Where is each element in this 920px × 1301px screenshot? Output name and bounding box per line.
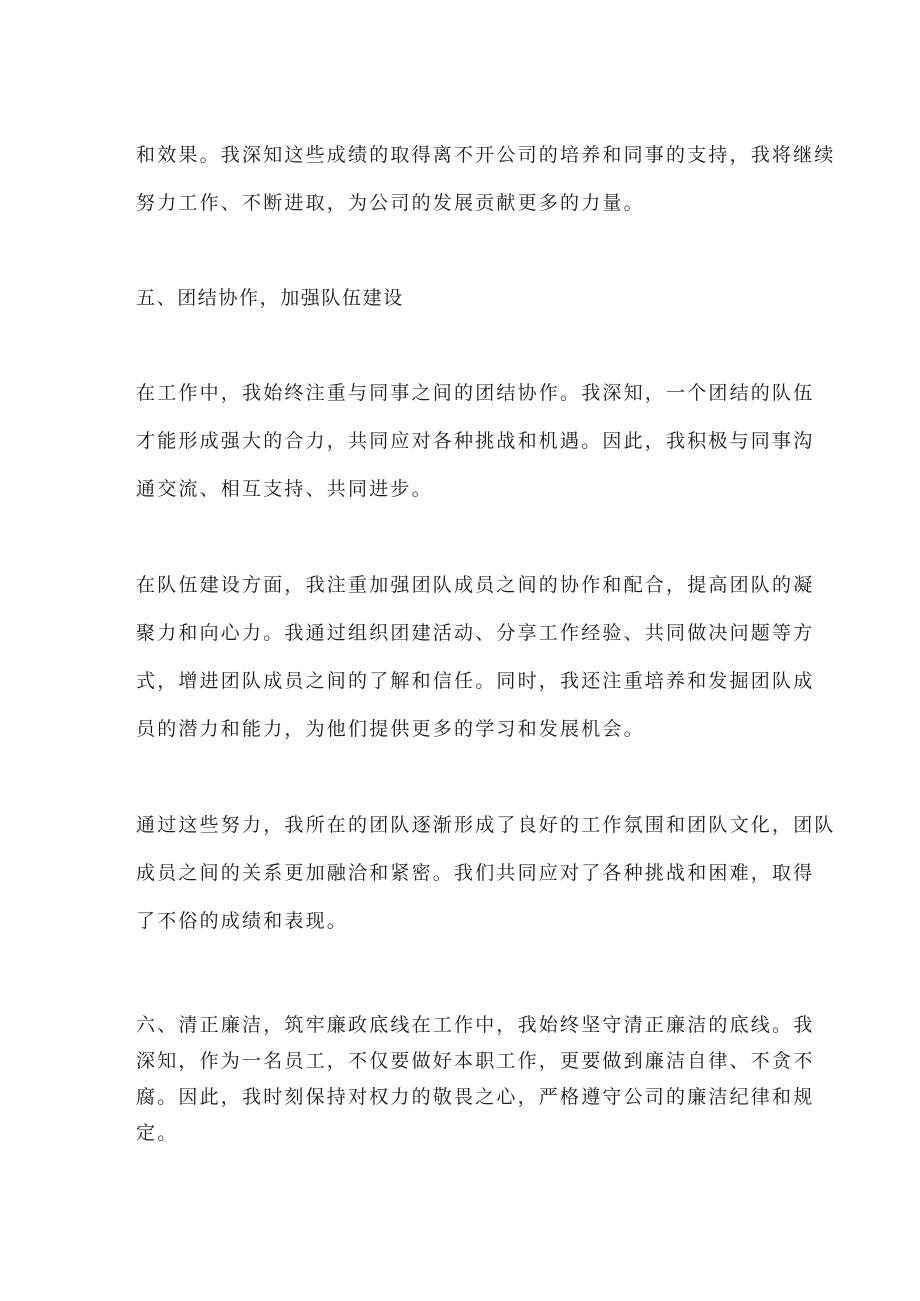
paragraph-4-line-1: 在队伍建设方面，我注重加强团队成员之间的协作和配合，提高团队的凝 — [136, 574, 815, 596]
paragraph-3-line-2: 才能形成强大的合力，共同应对各种挑战和机遇。因此，我积极与同事沟 — [136, 430, 815, 452]
section-heading-6-line-1: 六、清正廉洁，筑牢廉政底线在工作中，我始终坚守清正廉洁的底线。我 — [136, 1014, 815, 1036]
paragraph-5-line-1: 通过这些努力，我所在的团队逐渐形成了良好的工作氛围和团队文化，团队 — [136, 814, 836, 836]
paragraph-3-line-3: 通交流、相互支持、共同进步。 — [136, 478, 433, 500]
paragraph-3-line-1: 在工作中，我始终注重与同事之间的团结协作。我深知，一个团结的队伍 — [136, 382, 815, 404]
paragraph-1-line-1: 和效果。我深知这些成绩的取得离不开公司的培养和同事的支持，我将继续 — [136, 144, 836, 166]
paragraph-6-line-3: 腐。因此，我时刻保持对权力的敬畏之心，严格遵守公司的廉洁纪律和规 — [136, 1086, 815, 1108]
paragraph-6-line-2: 深知，作为一名员工，不仅要做好本职工作，更要做到廉洁自律、不贪不 — [136, 1050, 815, 1072]
paragraph-5-line-2: 成员之间的关系更加融洽和紧密。我们共同应对了各种挑战和困难，取得 — [136, 862, 815, 884]
paragraph-6-line-4: 定。 — [136, 1122, 179, 1144]
paragraph-4-line-4: 员的潜力和能力，为他们提供更多的学习和发展机会。 — [136, 718, 645, 740]
paragraph-4-line-3: 式，增进团队成员之间的了解和信任。同时，我还注重培养和发掘团队成 — [136, 670, 815, 692]
section-heading-5: 五、团结协作，加强队伍建设 — [136, 287, 404, 309]
paragraph-4-line-2: 聚力和向心力。我通过组织团建活动、分享工作经验、共同做决问题等方 — [136, 622, 815, 644]
paragraph-5-line-3: 了不俗的成绩和表现。 — [136, 910, 349, 932]
paragraph-1-line-2: 努力工作、不断进取，为公司的发展贡献更多的力量。 — [136, 192, 645, 214]
